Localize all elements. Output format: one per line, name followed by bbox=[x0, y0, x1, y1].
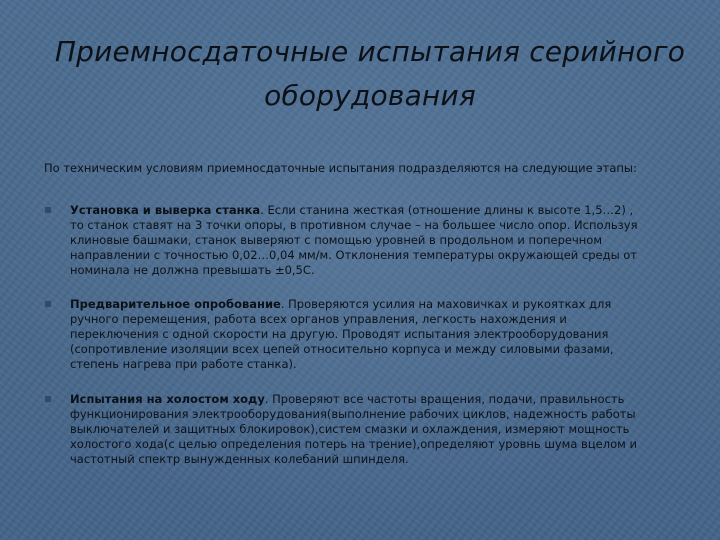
square-bullet-icon bbox=[44, 300, 51, 307]
list-item-heading: Предварительное опробование bbox=[70, 297, 281, 311]
list-item-line bbox=[70, 297, 682, 312]
list-item-line: клиновые башмаки, станок выверяют с помощью уровней в продольном и поперечном bbox=[70, 233, 603, 247]
list-item-line: функционирования электрооборудования(выполнение рабочих циклов, надежность работы bbox=[70, 407, 636, 421]
list-item-line: выключателей и защитных блокировок),систем смазки и охлаждения, измеряют мощность bbox=[70, 422, 630, 436]
list-item-line: (сопротивление изоляции всех цепей относительно корпуса и между силовыми фазами, bbox=[70, 342, 614, 356]
list-item-line: номинала не должна превышать ±0,5С. bbox=[70, 263, 315, 277]
intro-text: По техническим условиям приемносдаточные испытания подразделяются на следующие этапы: bbox=[44, 161, 637, 175]
list-item-line-text: . Проверяются усилия на маховичках и рукоятках для bbox=[280, 297, 612, 311]
list-item-line: ручного перемещения, работа всех органов управления, легкость нахождения и bbox=[70, 312, 567, 326]
list-item-line: переключения с одной скорости на другую. Проводят испытания электрооборудования bbox=[70, 327, 609, 341]
list-item-line-text: . Проверяют все частоты вращения, подачи, правильность bbox=[264, 392, 625, 406]
list-item-line-text: . Если станина жесткая (отношение длины к высоте 1,5…2) , bbox=[260, 203, 634, 217]
list-item-heading: Установка и выверка станка bbox=[70, 203, 261, 217]
list-item-text bbox=[70, 297, 682, 372]
list-item-line: то станок ставят на 3 точки опоры, в противном случае – на большее число опор. Используя bbox=[70, 218, 638, 232]
slide-title-line-1: Приемносдаточные испытания серийного bbox=[54, 35, 686, 68]
list-item-line: степень нагрева при работе станка). bbox=[70, 357, 297, 371]
square-bullet-icon bbox=[44, 395, 51, 402]
list-item-heading: Испытания на холостом ходу bbox=[70, 392, 265, 406]
square-bullet-icon bbox=[44, 206, 51, 213]
slide-title-line-2: оборудования bbox=[264, 79, 476, 112]
list-item-line: холостого хода(с целью определения потерь на трение),определяют уровнь шума вцелом и bbox=[70, 437, 637, 451]
list-item-line: частотный спектр вынужденных колебаний шпинделя. bbox=[70, 452, 409, 466]
list-item-line bbox=[70, 392, 682, 407]
list-item-text bbox=[70, 392, 682, 467]
list-item-line: направлении с точностью 0,02…0,04 мм/м. Отклонения температуры окружающей среды от bbox=[70, 248, 638, 262]
list-item-line bbox=[70, 203, 682, 218]
list-item-text bbox=[70, 203, 682, 278]
